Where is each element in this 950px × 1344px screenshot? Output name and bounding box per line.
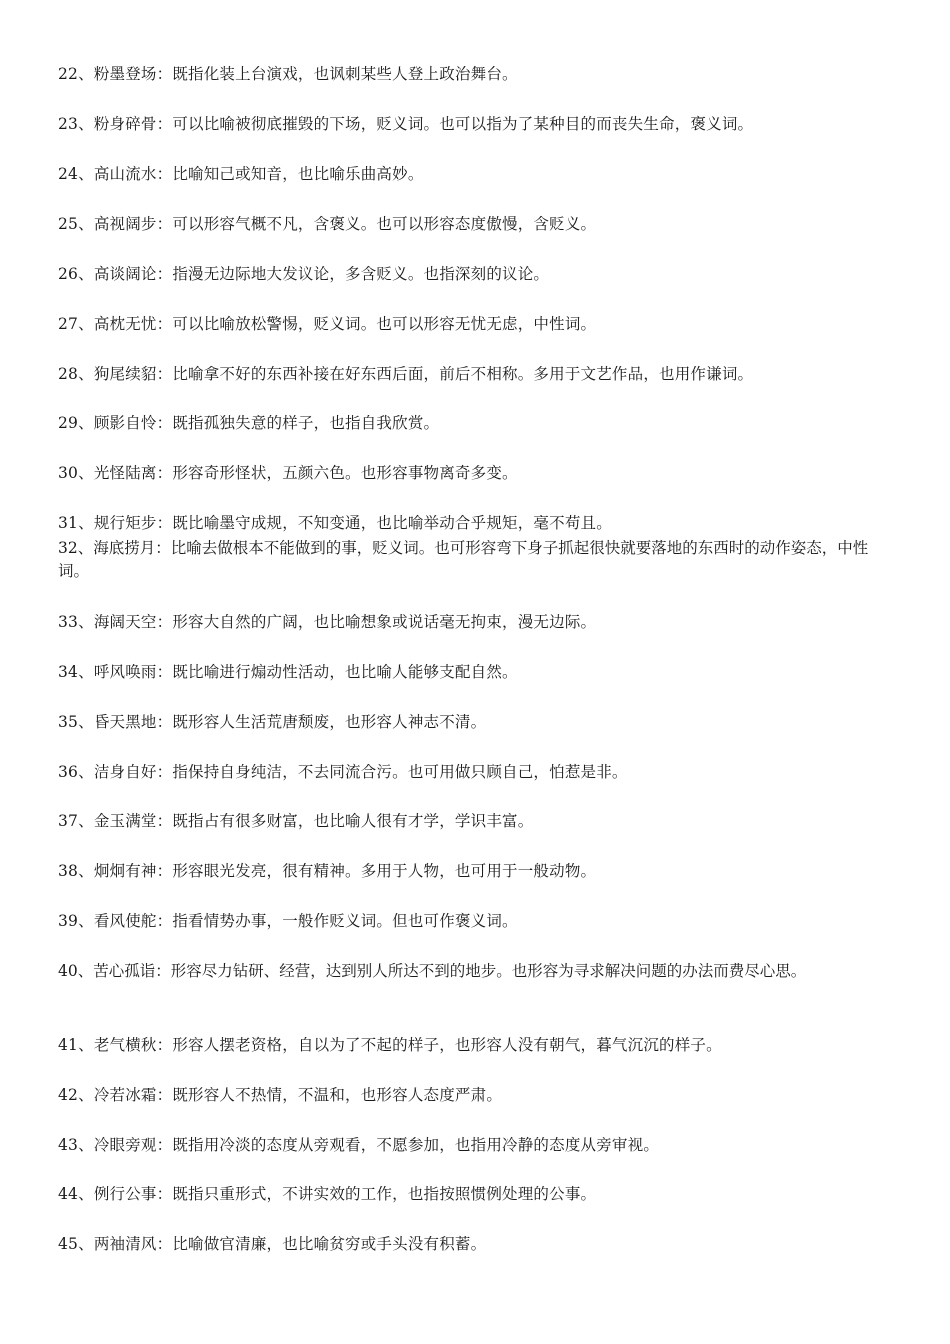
- entry-32: 32、海底捞月：比喻去做根本不能做到的事，贬义词。也可形容弯下身子抓起很快就要落地的东西时的动作姿态，中性词。: [58, 539, 869, 580]
- entry-38: 38、炯炯有神：形容眼光发亮，很有精神。多用于人物，也可用于一般动物。: [58, 862, 597, 880]
- entry-44: 44、例行公事：既指只重形式，不讲实效的工作，也指按照惯例处理的公事。: [58, 1185, 597, 1203]
- entry-42: 42、冷若冰霜：既形容人不热情，不温和，也形容人态度严肃。: [58, 1086, 503, 1104]
- entry-45: 45、两袖清风：比喻做官清廉，也比喻贫穷或手头没有积蓄。: [58, 1235, 487, 1253]
- entry-23: 23、粉身碎骨：可以比喻被彻底摧毁的下场，贬义词。也可以指为了某种目的而丧失生命，褒义词。: [58, 115, 754, 133]
- entry-29: 29、顾影自怜：既指孤独失意的样子，也指自我欣赏。: [58, 414, 440, 432]
- entry-35: 35、昏天黑地：既形容人生活荒唐颓废，也形容人神志不清。: [58, 713, 487, 731]
- entry-28: 28、狗尾续貂：比喻拿不好的东西补接在好东西后面，前后不相称。多用于文艺作品，也用作谦词。: [58, 365, 754, 383]
- entry-34: 34、呼风唤雨：既比喻进行煽动性活动，也比喻人能够支配自然。: [58, 663, 518, 681]
- entry-31: 31、规行矩步：既比喻墨守成规，不知变通，也比喻举动合乎规矩，毫不苟且。: [58, 514, 612, 532]
- entry-22: 22、粉墨登场：既指化装上台演戏，也讽刺某些人登上政治舞台。: [58, 65, 518, 83]
- entry-37: 37、金玉满堂：既指占有很多财富，也比喻人很有才学，学识丰富。: [58, 812, 534, 830]
- entry-33: 33、海阔天空：形容大自然的广阔，也比喻想象或说话毫无拘束，漫无边际。: [58, 613, 597, 631]
- entry-40: 40、苦心孤诣：形容尽力钻研、经营，达到别人所达不到的地步。也形容为寻求解决问题的办法而费尽心思。: [58, 962, 807, 980]
- entry-24: 24、高山流水：比喻知己或知音，也比喻乐曲高妙。: [58, 165, 424, 183]
- entry-27: 27、高枕无忧：可以比喻放松警惕，贬义词。也可以形容无忧无虑，中性词。: [58, 315, 597, 333]
- entry-26: 26、高谈阔论：指漫无边际地大发议论，多含贬义。也指深刻的议论。: [58, 265, 550, 283]
- entry-25: 25、高视阔步：可以形容气概不凡，含褒义。也可以形容态度傲慢，含贬义。: [58, 215, 597, 233]
- entry-41: 41、老气横秋：形容人摆老资格，自以为了不起的样子，也形容人没有朝气，暮气沉沉的样子。: [58, 1036, 722, 1054]
- entry-39: 39、看风使舵：指看情势办事，一般作贬义词。但也可作褒义词。: [58, 912, 518, 930]
- entry-43: 43、冷眼旁观：既指用冷淡的态度从旁观看，不愿参加，也指用冷静的态度从旁审视。: [58, 1136, 660, 1154]
- entry-30: 30、光怪陆离：形容奇形怪状，五颜六色。也形容事物离奇多变。: [58, 464, 518, 482]
- entry-36: 36、洁身自好：指保持自身纯洁，不去同流合污。也可用做只顾自己，怕惹是非。: [58, 763, 628, 781]
